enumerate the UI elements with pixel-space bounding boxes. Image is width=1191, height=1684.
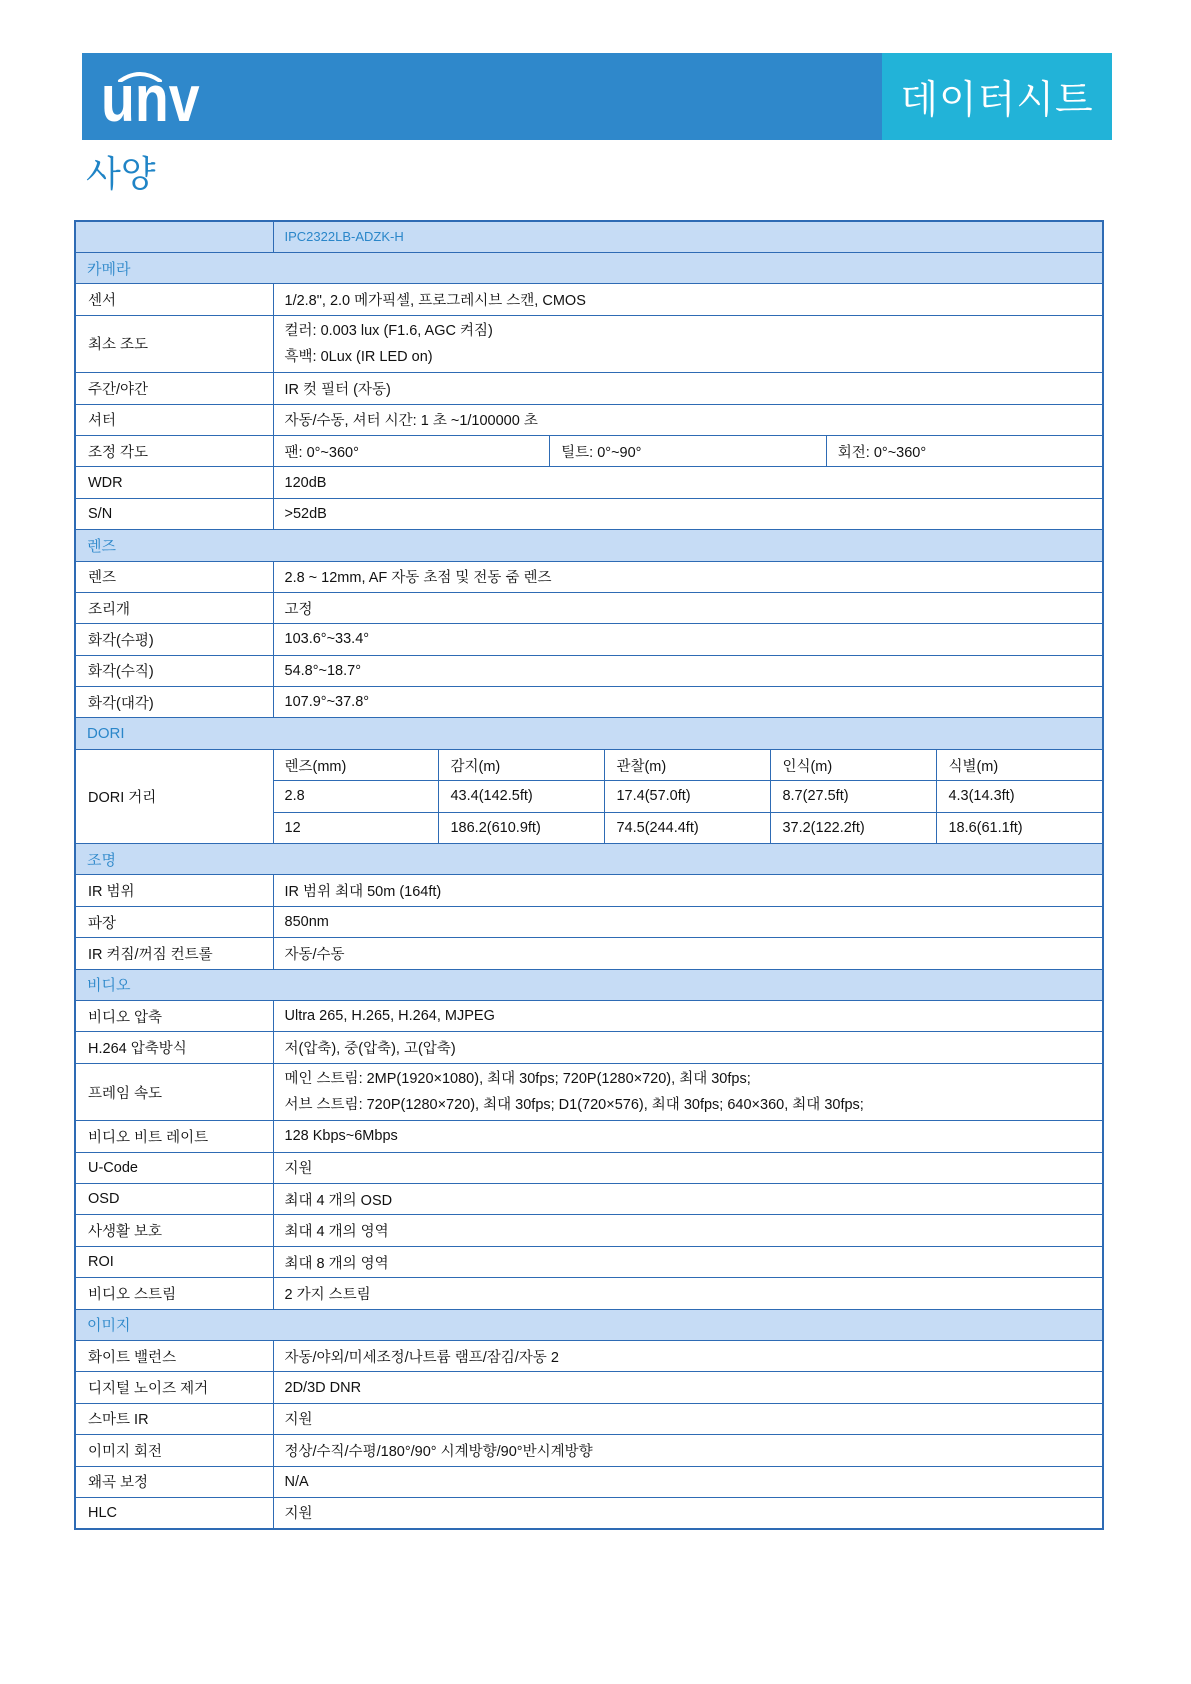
spec-label: 스마트 IR bbox=[75, 1403, 273, 1434]
spec-row-day-night bbox=[75, 373, 1103, 404]
spec-label: HLC bbox=[75, 1497, 273, 1528]
spec-value: 최대 4 개의 영역 bbox=[273, 1215, 1103, 1246]
section-title: 이미지 bbox=[75, 1309, 1103, 1340]
spec-row-white-balance bbox=[75, 1341, 1103, 1372]
spec-label: IR 범위 bbox=[75, 875, 273, 906]
dori-column-header: 감지(m) bbox=[439, 749, 605, 780]
spec-value: Ultra 265, H.265, H.264, MJPEG bbox=[273, 1000, 1103, 1031]
spec-label: OSD bbox=[75, 1184, 273, 1215]
spec-label: 화각(수직) bbox=[75, 655, 273, 686]
section-title: 카메라 bbox=[75, 252, 1103, 283]
spec-value: 정상/수직/수평/180°/90° 시계방향/90°반시계방향 bbox=[273, 1435, 1103, 1466]
dori-column-header: 인식(m) bbox=[771, 749, 937, 780]
spec-label: 비디오 압축 bbox=[75, 1000, 273, 1031]
spec-value: 128 Kbps~6Mbps bbox=[273, 1121, 1103, 1152]
header-brand-panel bbox=[82, 53, 882, 140]
section-video bbox=[75, 969, 1103, 1000]
spec-row-wavelength bbox=[75, 906, 1103, 937]
spec-row-video-stream bbox=[75, 1278, 1103, 1309]
spec-label: 사생활 보호 bbox=[75, 1215, 273, 1246]
spec-label: 파장 bbox=[75, 906, 273, 937]
spec-value: 최대 4 개의 OSD bbox=[273, 1184, 1103, 1215]
section-title: 조명 bbox=[75, 844, 1103, 875]
spec-label: 렌즈 bbox=[75, 561, 273, 592]
spec-row-video-compression bbox=[75, 1000, 1103, 1031]
dori-cell: 17.4(57.0ft) bbox=[605, 781, 771, 812]
spec-label: DORI 거리 bbox=[75, 749, 273, 843]
spec-row-privacy-mask bbox=[75, 1215, 1103, 1246]
spec-label: 화각(대각) bbox=[75, 687, 273, 718]
spec-row-hlc bbox=[75, 1497, 1103, 1528]
spec-row-osd bbox=[75, 1184, 1103, 1215]
dori-cell: 2.8 bbox=[273, 781, 439, 812]
spec-row-fov-diagonal bbox=[75, 687, 1103, 718]
spec-label: 이미지 회전 bbox=[75, 1435, 273, 1466]
spec-label: 비디오 스트림 bbox=[75, 1278, 273, 1309]
spec-row-shutter bbox=[75, 404, 1103, 435]
spec-value: 저(압축), 중(압축), 고(압축) bbox=[273, 1032, 1103, 1063]
spec-row-frame-rate bbox=[75, 1063, 1103, 1121]
spec-value: 850nm bbox=[273, 906, 1103, 937]
spec-value: N/A bbox=[273, 1466, 1103, 1497]
spec-label: U-Code bbox=[75, 1152, 273, 1183]
spec-label: 비디오 비트 레이트 bbox=[75, 1121, 273, 1152]
spec-value: 2.8 ~ 12mm, AF 자동 초점 및 전동 줌 렌즈 bbox=[273, 561, 1103, 592]
spec-label: 센서 bbox=[75, 284, 273, 315]
spec-label: ROI bbox=[75, 1246, 273, 1277]
spec-value: >52dB bbox=[273, 498, 1103, 529]
spec-row-lens bbox=[75, 561, 1103, 592]
spec-value: 103.6°~33.4° bbox=[273, 624, 1103, 655]
spec-row-image-rotation bbox=[75, 1435, 1103, 1466]
section-image bbox=[75, 1309, 1103, 1340]
spec-value-line-sub-stream: 서브 스트림: 720P(1280×720), 최대 30fps; D1(720×576), 최대 30fps; 640×360, 최대 30fps; bbox=[284, 1097, 864, 1114]
spec-value-line-bw: 흑백: 0Lux (IR LED on) bbox=[284, 348, 433, 365]
unv-logo: unv bbox=[101, 61, 200, 135]
spec-row-roi bbox=[75, 1246, 1103, 1277]
spec-value-line-color: 컬러: 0.003 lux (F1.6, AGC 켜짐) bbox=[284, 322, 493, 339]
spec-value: 자동/수동 bbox=[273, 938, 1103, 969]
spec-value: 자동/수동, 셔터 시간: 1 초 ~1/100000 초 bbox=[273, 404, 1103, 435]
spec-value: 1/2.8", 2.0 메가픽셀, 프로그레시브 스캔, CMOS bbox=[273, 284, 1103, 315]
spec-value: 107.9°~37.8° bbox=[273, 687, 1103, 718]
spec-table bbox=[74, 220, 1104, 1530]
spec-value: 120dB bbox=[273, 467, 1103, 498]
spec-label: S/N bbox=[75, 498, 273, 529]
spec-value: 자동/야외/미세조정/나트륨 램프/잠김/자동 2 bbox=[273, 1341, 1103, 1372]
spec-value-line-main-stream: 메인 스트림: 2MP(1920×1080), 최대 30fps; 720P(1280×720), 최대 30fps; bbox=[284, 1071, 751, 1088]
spec-value: 2 가지 스트림 bbox=[273, 1278, 1103, 1309]
spec-value: 최대 8 개의 영역 bbox=[273, 1246, 1103, 1277]
spec-label: IR 켜짐/꺼짐 컨트롤 bbox=[75, 938, 273, 969]
spec-value: 지원 bbox=[273, 1403, 1103, 1434]
dori-cell: 8.7(27.5ft) bbox=[771, 781, 937, 812]
spec-label: 주간/야간 bbox=[75, 373, 273, 404]
dori-cell: 37.2(122.2ft) bbox=[771, 812, 937, 843]
section-dori bbox=[75, 718, 1103, 749]
spec-row-ir-control bbox=[75, 938, 1103, 969]
dori-column-header: 렌즈(mm) bbox=[273, 749, 439, 780]
dori-column-header: 관찰(m) bbox=[605, 749, 771, 780]
spec-label: 최소 조도 bbox=[75, 315, 273, 373]
spec-row-dnr bbox=[75, 1372, 1103, 1403]
doc-type-title: 데이터시트 bbox=[900, 77, 1094, 123]
spec-row-h264-profile bbox=[75, 1032, 1103, 1063]
section-lens bbox=[75, 530, 1103, 561]
section-title: 렌즈 bbox=[75, 530, 1103, 561]
page-title: 사양 bbox=[86, 154, 156, 195]
spec-row-min-illumination bbox=[75, 315, 1103, 373]
spec-row-ir-range bbox=[75, 875, 1103, 906]
section-title: DORI bbox=[75, 718, 1103, 749]
spec-value bbox=[273, 315, 1103, 373]
dori-header-row bbox=[75, 749, 1103, 780]
dori-cell: 186.2(610.9ft) bbox=[439, 812, 605, 843]
spec-label: WDR bbox=[75, 467, 273, 498]
spec-value: 2D/3D DNR bbox=[273, 1372, 1103, 1403]
spec-row-u-code bbox=[75, 1152, 1103, 1183]
header-bar bbox=[82, 53, 1112, 140]
spec-label: 디지털 노이즈 제거 bbox=[75, 1372, 273, 1403]
dori-cell: 12 bbox=[273, 812, 439, 843]
section-illumination bbox=[75, 844, 1103, 875]
spec-value: 54.8°~18.7° bbox=[273, 655, 1103, 686]
section-title: 비디오 bbox=[75, 969, 1103, 1000]
rotate-range-cell: 회전: 0°~360° bbox=[826, 435, 1103, 466]
dori-cell: 18.6(61.1ft) bbox=[937, 812, 1103, 843]
spec-row-fov-horizontal bbox=[75, 624, 1103, 655]
spec-value: IR 컷 필터 (자동) bbox=[273, 373, 1103, 404]
spec-row-adjustment-angle bbox=[75, 435, 1103, 466]
spec-row-video-bitrate bbox=[75, 1121, 1103, 1152]
spec-row-sensor bbox=[75, 284, 1103, 315]
pan-range-cell: 팬: 0°~360° bbox=[273, 435, 550, 466]
spec-label: H.264 압축방식 bbox=[75, 1032, 273, 1063]
spec-row-wdr bbox=[75, 467, 1103, 498]
spec-label: 조리개 bbox=[75, 592, 273, 623]
model-header-label-cell bbox=[75, 221, 273, 252]
spec-row-distortion-correction bbox=[75, 1466, 1103, 1497]
spec-label: 프레임 속도 bbox=[75, 1063, 273, 1121]
header-doc-type-panel bbox=[882, 53, 1112, 140]
spec-row-iris bbox=[75, 592, 1103, 623]
spec-row-smart-ir bbox=[75, 1403, 1103, 1434]
spec-value: 지원 bbox=[273, 1152, 1103, 1183]
spec-label: 화이트 밸런스 bbox=[75, 1341, 273, 1372]
spec-label: 셔터 bbox=[75, 404, 273, 435]
spec-value: 지원 bbox=[273, 1497, 1103, 1528]
dori-cell: 4.3(14.3ft) bbox=[937, 781, 1103, 812]
dori-cell: 43.4(142.5ft) bbox=[439, 781, 605, 812]
model-header-row bbox=[75, 221, 1103, 252]
spec-row-fov-vertical bbox=[75, 655, 1103, 686]
spec-value: IR 범위 최대 50m (164ft) bbox=[273, 875, 1103, 906]
spec-label: 화각(수평) bbox=[75, 624, 273, 655]
section-camera bbox=[75, 252, 1103, 283]
spec-value: 고정 bbox=[273, 592, 1103, 623]
spec-label: 왜곡 보정 bbox=[75, 1466, 273, 1497]
model-name: IPC2322LB-ADZK-H bbox=[273, 221, 1103, 252]
spec-row-sn bbox=[75, 498, 1103, 529]
spec-value bbox=[273, 1063, 1103, 1121]
tilt-range-cell: 틸트: 0°~90° bbox=[550, 435, 827, 466]
spec-label: 조정 각도 bbox=[75, 435, 273, 466]
dori-cell: 74.5(244.4ft) bbox=[605, 812, 771, 843]
dori-column-header: 식별(m) bbox=[937, 749, 1103, 780]
